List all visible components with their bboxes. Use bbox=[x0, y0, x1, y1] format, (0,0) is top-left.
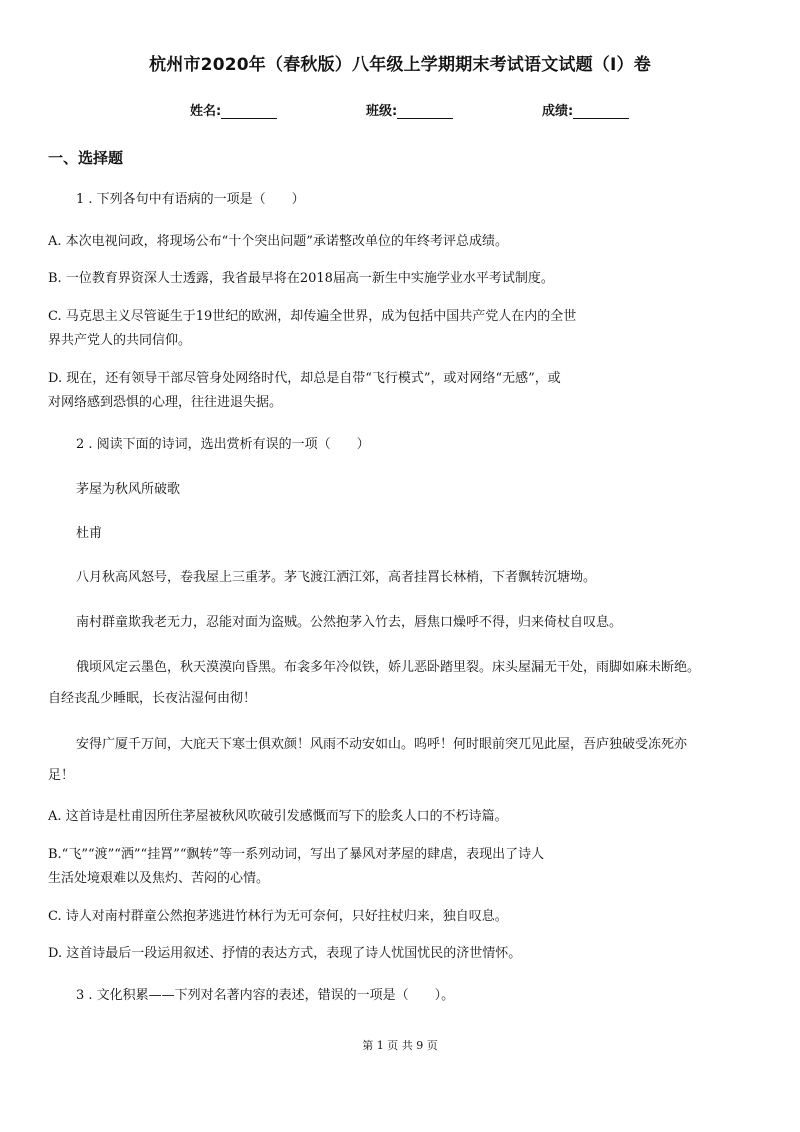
class-label: 班级: bbox=[366, 104, 398, 119]
poem-stanza-2: 南村群童欺我老无力，忍能对面为盗贼。公然抱茅入竹去，唇焦口燥呼不得，归来倚杖自叹息。 bbox=[76, 615, 623, 630]
question-1-option-a: A. 本次电视问政，将现场公布“十个突出问题”承诺整改单位的年终考评总成绩。 bbox=[48, 234, 508, 249]
score-field bbox=[542, 100, 629, 119]
name-blank bbox=[221, 104, 277, 119]
question-1-option-c-line1: C. 马克思主义尽管诞生于19世纪的欧洲，却传遍全世界，成为包括中国共产党人在内的全世 bbox=[48, 309, 577, 324]
page-footer: 第 1 页 共 9 页 bbox=[362, 1039, 438, 1052]
question-2-option-b-line1: B.“飞”“渡”“洒”“挂罥”“飘转”等一系列动词，写出了暴风对茅屋的肆虐，表现出了诗人 bbox=[48, 847, 545, 862]
question-1-option-b: B. 一位教育界资深人士透露，我省最早将在2018届高一新生中实施学业水平考试制度。 bbox=[48, 271, 554, 286]
section-title: 一、选择题 bbox=[48, 149, 124, 167]
poem-stanza-4-line2: 足！ bbox=[48, 768, 75, 783]
question-1-option-c-line2: 界共产党人的共同信仰。 bbox=[48, 333, 192, 348]
name-field bbox=[190, 100, 277, 119]
question-2-option-a: A. 这首诗是杜甫因所住茅屋被秋风吹破引发感慨而写下的脍炙人口的不朽诗篇。 bbox=[48, 809, 508, 824]
question-2-option-d: D. 这首诗最后一段运用叙述、抒情的表达方式，表现了诗人忧国忧民的济世情怀。 bbox=[48, 946, 522, 961]
question-2-option-c: C. 诗人对南村群童公然抱茅逃进竹林行为无可奈何，只好拄杖归来，独自叹息。 bbox=[48, 909, 508, 924]
question-1-option-d-line2: 对网络感到恐惧的心理，往往进退失据。 bbox=[48, 395, 283, 410]
question-1-option-d-line1: D. 现在，还有领导干部尽管身处网络时代，却总是自带“飞行模式”，或对网络“无感”，或 bbox=[48, 371, 561, 386]
poem-stanza-1: 八月秋高风怒号，卷我屋上三重茅。茅飞渡江洒江郊，高者挂罥长林梢，下者飘转沉塘坳。 bbox=[76, 570, 597, 585]
name-label: 姓名: bbox=[190, 104, 222, 119]
document-title: 杭州市2020年（春秋版）八年级上学期期末考试语文试题（I）卷 bbox=[149, 55, 651, 75]
poem-stanza-4-line1: 安得广厦千万间，大庇天下寒士俱欢颜！风雨不动安如山。呜呼！何时眼前突兀见此屋，吾庐独破受冻死亦 bbox=[76, 737, 688, 752]
score-blank bbox=[573, 104, 629, 119]
score-label: 成绩: bbox=[542, 104, 574, 119]
poem-title: 茅屋为秋风所破歌 bbox=[76, 482, 181, 497]
question-2-stem: 2 . 阅读下面的诗词，选出赏析有误的一项（ ） bbox=[76, 437, 370, 452]
poem-stanza-3-line1: 俄顷风定云墨色，秋天漠漠向昏黑。布衾多年冷似铁，娇儿恶卧踏里裂。床头屋漏无干处，雨脚如麻未断绝。 bbox=[76, 660, 701, 675]
question-3-stem: 3 . 文化积累——下列对名著内容的表述，错误的一项是（ ）。 bbox=[76, 988, 455, 1003]
class-field bbox=[366, 100, 453, 119]
poem-author: 杜甫 bbox=[76, 526, 103, 541]
class-blank bbox=[397, 104, 453, 119]
question-1-stem: 1 . 下列各句中有语病的一项是（ ） bbox=[76, 192, 305, 207]
question-2-option-b-line2: 生活处境艰难以及焦灼、苦闷的心情。 bbox=[48, 871, 270, 886]
poem-stanza-3-line2: 自经丧乱少睡眠，长夜沾湿何由彻！ bbox=[48, 691, 257, 706]
